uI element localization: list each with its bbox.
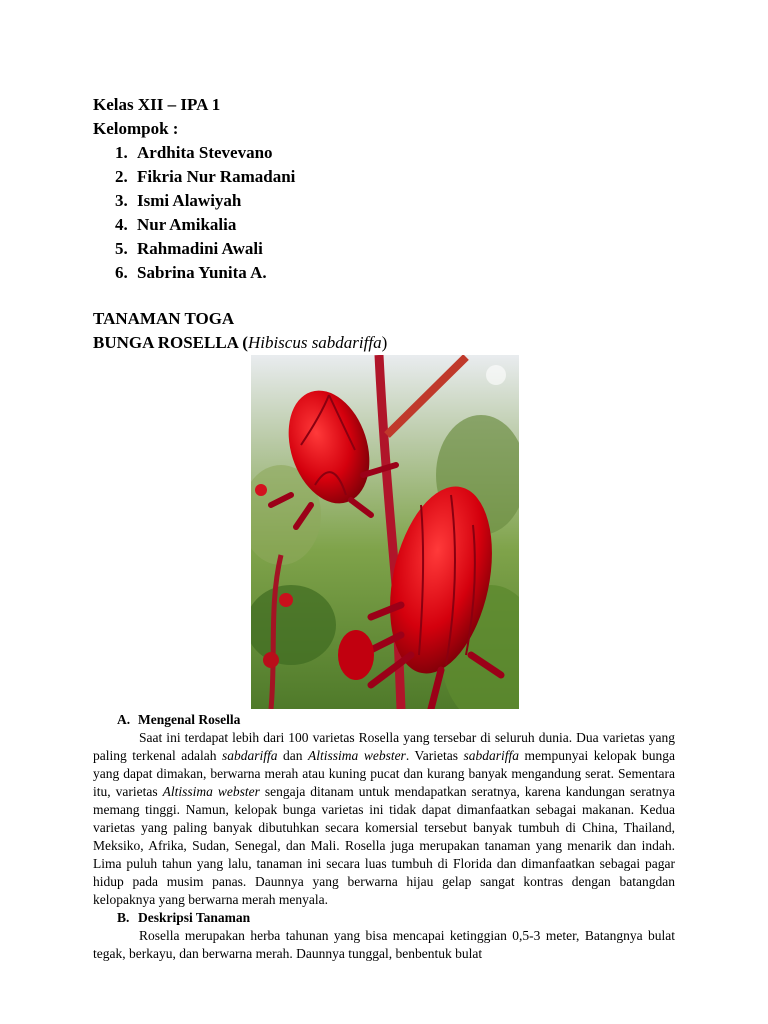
- section-letter: A.: [117, 712, 131, 727]
- member-item: [93, 213, 295, 237]
- member-name: Rahmadini Awali: [137, 239, 263, 258]
- text-run: Saat ini terdapat lebih dari 100 varietas Rosella yang tersebar di seluruh dunia. Dua varietas yang paling terkenal adalah: [93, 730, 675, 763]
- italic-term: Altissima webster: [308, 748, 406, 763]
- text-run: mempunyai kelopak bunga yang dapat dimakan, berwarna merah atau kuning pucat dan kurang banyak mengandung serat. Sementara itu, varietas: [93, 748, 675, 799]
- member-name: Nur Amikalia: [137, 215, 237, 234]
- section-title-text: Deskripsi Tanaman: [138, 910, 251, 925]
- section-title-text: Mengenal Rosella: [138, 712, 241, 727]
- member-name: Sabrina Yunita A.: [137, 263, 267, 282]
- member-number: 3.: [115, 191, 128, 210]
- member-number: 6.: [115, 263, 128, 282]
- text-run: dan: [277, 748, 309, 763]
- member-name: Ismi Alawiyah: [137, 191, 242, 210]
- member-item: [93, 237, 295, 261]
- group-label: Kelompok :: [93, 119, 179, 138]
- topic-line-1: TANAMAN TOGA: [93, 309, 235, 328]
- paren-close: ): [381, 333, 388, 352]
- section-a-paragraph: [93, 729, 675, 909]
- section-letter: B.: [117, 910, 130, 925]
- member-number: 4.: [115, 215, 128, 234]
- header-block: [93, 93, 295, 285]
- member-number: 5.: [115, 239, 128, 258]
- member-name: Ardhita Stevevano: [137, 143, 273, 162]
- italic-term: sabdariffa: [222, 748, 278, 763]
- member-number: 2.: [115, 167, 128, 186]
- member-list: [93, 141, 295, 285]
- member-name: Fikria Nur Ramadani: [137, 167, 296, 186]
- topic-heading: [93, 307, 387, 355]
- class-line: Kelas XII – IPA 1: [93, 95, 221, 114]
- paren-open: (: [238, 333, 248, 352]
- rosella-flower-photo: [251, 355, 519, 709]
- section-b-title: [117, 909, 675, 927]
- member-number: 1.: [115, 143, 128, 162]
- section-b-paragraph: Rosella merupakan herba tahunan yang bisa mencapai ketinggian 0,5-3 meter, Batangnya bulat tegak, berkayu, dan berwarna merah. Daunnya tunggal, benbentuk bulat: [93, 928, 675, 961]
- member-item: [93, 141, 295, 165]
- member-item: [93, 165, 295, 189]
- topic-line-2: [93, 331, 387, 355]
- italic-term: Altissima webster: [162, 784, 260, 799]
- text-run: sengaja ditanam untuk mendapatkan seratnya, karena kandungan seratnya memang tinggi. Namun, kelopak bunga varietas ini tidak dapat dimanfaatkan sebagai makanan. Kedua varietas yang paling banyak dibutuhkan secara komersial tersebut banyak tumbuh di China, Thailand, Meksiko, Afrika, Sudan, Senegal, dan Mali. Rosella juga merupakan tanaman yang menarik dan indah. Lima puluh tahun yang lalu, tanaman ini secara luas tumbuh di Florida dan dimanfaatkan sebagai pagar hidup pada musim panas. Daunnya yang berwarna hijau gelap sangat kontras dengan batangdan kelopaknya yang berwarna merah menyala.: [93, 784, 675, 907]
- italic-term: sabdariffa: [463, 748, 519, 763]
- text-run: . Varietas: [405, 748, 464, 763]
- member-item: [93, 189, 295, 213]
- section-a-title: [117, 711, 675, 729]
- member-item: [93, 261, 295, 285]
- body-text: [93, 711, 675, 963]
- topic-name: BUNGA ROSELLA: [93, 333, 239, 352]
- latin-name: Hibiscus sabdariffa: [247, 333, 382, 352]
